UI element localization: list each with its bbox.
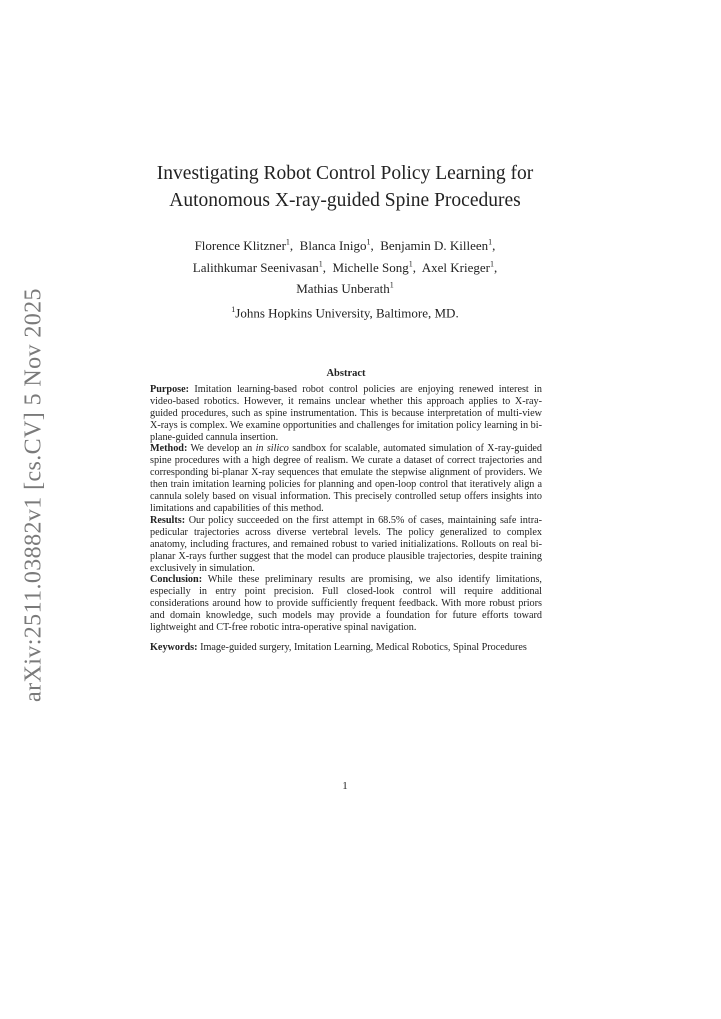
abstract-section (150, 368, 542, 654)
abstract-results: Results: Our policy succeeded on the first attempt in 68.5% of cases, maintaining safe intra-pedicular trajectories across diverse vertebral levels. The policy generalized to complex anatomy, including fractures, and remained robust to varied initializations. Rollouts on real bi-planar X-rays further suggest that the model can produce plausible trajectories, despite training exclusively in simulation. (150, 514, 542, 574)
author: Mathias Unberath$^1$ (296, 280, 394, 296)
author: Lalithkumar Seenivasan$^1$, (192, 259, 327, 275)
abstract-heading: Abstract (326, 368, 366, 379)
title-line-1: Investigating Robot Control Policy Learning for (156, 163, 534, 184)
author: Michelle Song$^1$, (332, 259, 416, 275)
abstract-conclusion: Conclusion: While these preliminary results are promising, we also identify limitations, especially in entry point precision. Full closed-look control will require additional considerations around how to provide sufficiently frequent feedback. With more robust priors and domain knowledge, such models may provide a foundation for future efforts toward lightweight and CT-free robotic intra-operative spinal navigation. (150, 574, 542, 634)
author: Florence Klitzner$^1$, (194, 238, 294, 254)
abstract-method: Method: We develop an in silico sandbox for scalable, automated simulation of X-ray-guided spine procedures with a high degree of realism. We curate a dataset of correct trajectories and corresponding bi-planar X-ray sequences that emulate the stepwise alignment of providers. We then train imitation learning policies for planning and open-loop control that iteratively align a cannula solely based on visual information. This precisely controlled setup offers insights into limitations and capabilities of this method. (150, 443, 543, 514)
title-block (145, 160, 545, 321)
author: Axel Krieger$^1$, (421, 259, 498, 275)
keywords: Keywords: Image-guided surgery, Imitation Learning, Medical Robotics, Spinal Procedures (150, 641, 527, 653)
author-list (145, 234, 545, 298)
title-line-2: Autonomous X-ray-guided Spine Procedures (169, 190, 521, 211)
page-number: 1 (342, 780, 348, 792)
affiliation: $^1$Johns Hopkins University, Baltimore, MD. (231, 304, 459, 321)
abstract-purpose: Purpose: Imitation learning-based robot control policies are enjoying renewed interest in video-based robotics. However, it remains unclear whether this approach applies to X-ray-guided procedures, such as spine instrumentation. This is because interpretation of multi-view X-rays is complex. We examine opportunities and challenges for imitation policy learning in bi-plane-guided cannula insertion. (150, 383, 542, 443)
author: Benjamin D. Killeen$^1$, (380, 238, 496, 254)
arxiv-identifier-stamp: arXiv:2511.03882v1 [cs.CV] 5 Nov 2025 (20, 288, 47, 702)
paper-title (145, 160, 545, 214)
author: Blanca Inigo$^1$, (299, 238, 374, 254)
